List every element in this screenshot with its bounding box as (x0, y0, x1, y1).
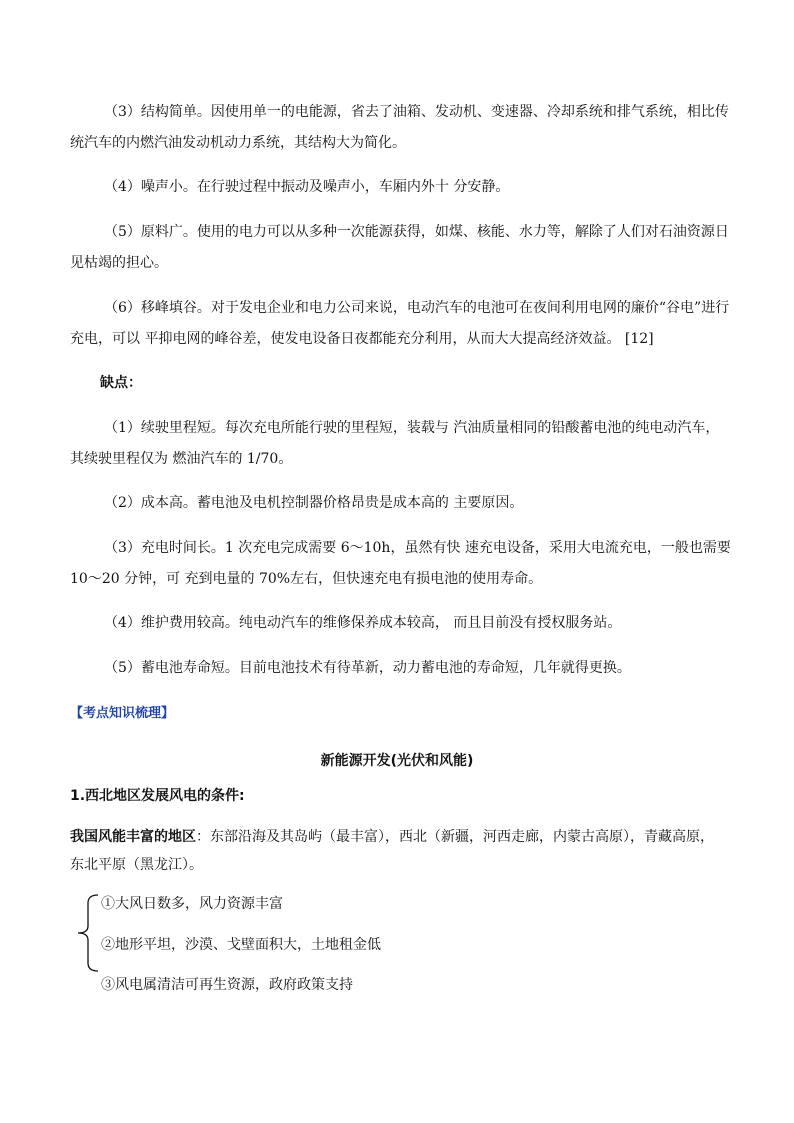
advantage-6-line1: （6）移峰填谷。对于发电企业和电力公司来说，电动汽车的电池可在夜间利用电网的廉价“谷电”进行 (104, 300, 730, 316)
disadvantage-5-line1: （5）蓄电池寿命短。目前电池技术有待革新，动力蓄电池的寿命短，几年就得更换。 (104, 660, 631, 676)
left-brace-icon (72, 893, 100, 973)
section-tag: 【考点知识梳理】 (70, 706, 175, 721)
regions-line2: 东北平原（黑龙江）。 (70, 857, 203, 873)
regions-text-line1: ：东部沿海及其岛屿（最丰富），西北（新疆，河西走廊，内蒙古高原），青藏高原， (196, 829, 714, 845)
regions-line1 (70, 827, 714, 847)
advantage-5-line1: （5）原料广。使用的电力可以从多种一次能源获得，如煤、核能、水力等，解除了人们对石油资源日 (104, 224, 729, 240)
condition-3: ③风电属清洁可再生资源，政府政策支持 (101, 977, 353, 993)
disadvantage-3-line1: （3）充电时间长。1 次充电完成需要 6～10h，虽然有快 速充电设备，采用大电流充电，一般也需要 (104, 540, 731, 556)
section-title: 新能源开发(光伏和风能) (320, 753, 474, 769)
disadvantage-2-line1: （2）成本高。蓄电池及电机控制器价格昂贵是成本高的 主要原因。 (104, 495, 524, 511)
advantage-5-line2: 见枯竭的担心。 (70, 255, 168, 271)
disadvantage-4-line1: （4）维护费用较高。纯电动汽车的维修保养成本较高， 而且目前没有授权服务站。 (104, 615, 622, 631)
disadvantage-3-line2: 10～20 分钟，可 充到电量的 70%左右，但快速充电有损电池的使用寿命。 (70, 571, 543, 587)
advantage-4-line1: （4）噪声小。在行驶过程中振动及噪声小，车厢内外十 分安静。 (104, 179, 510, 195)
advantage-6-line2: 充电，可以 平抑电网的峰谷差，使发电设备日夜都能充分利用，从而大大提高经济效益。 [12] (70, 331, 654, 347)
disadvantage-1-line2: 其续驶里程仅为 燃油汽车的 1/70。 (70, 451, 293, 467)
condition-1: ①大风日数多，风力资源丰富 (101, 896, 283, 912)
disadvantage-1-line1: （1）续驶里程短。每次充电所能行驶的里程短，装载与 汽油质量相同的铅酸蓄电池的纯电动汽车， (104, 420, 720, 436)
condition-2: ②地形平坦，沙漠、戈壁面积大，土地租金低 (101, 937, 381, 953)
regions-label: 我国风能丰富的地区 (70, 829, 196, 845)
point1-heading: 1.西北地区发展风电的条件: (70, 788, 245, 804)
disadvantages-heading: 缺点： (100, 375, 142, 391)
advantage-3-line1: （3）结构简单。因使用单一的电能源，省去了油箱、发动机、变速器、冷却系统和排气系统，相比传 (104, 104, 729, 120)
advantage-3-line2: 统汽车的内燃汽油发动机动力系统，其结构大为简化。 (70, 135, 406, 151)
